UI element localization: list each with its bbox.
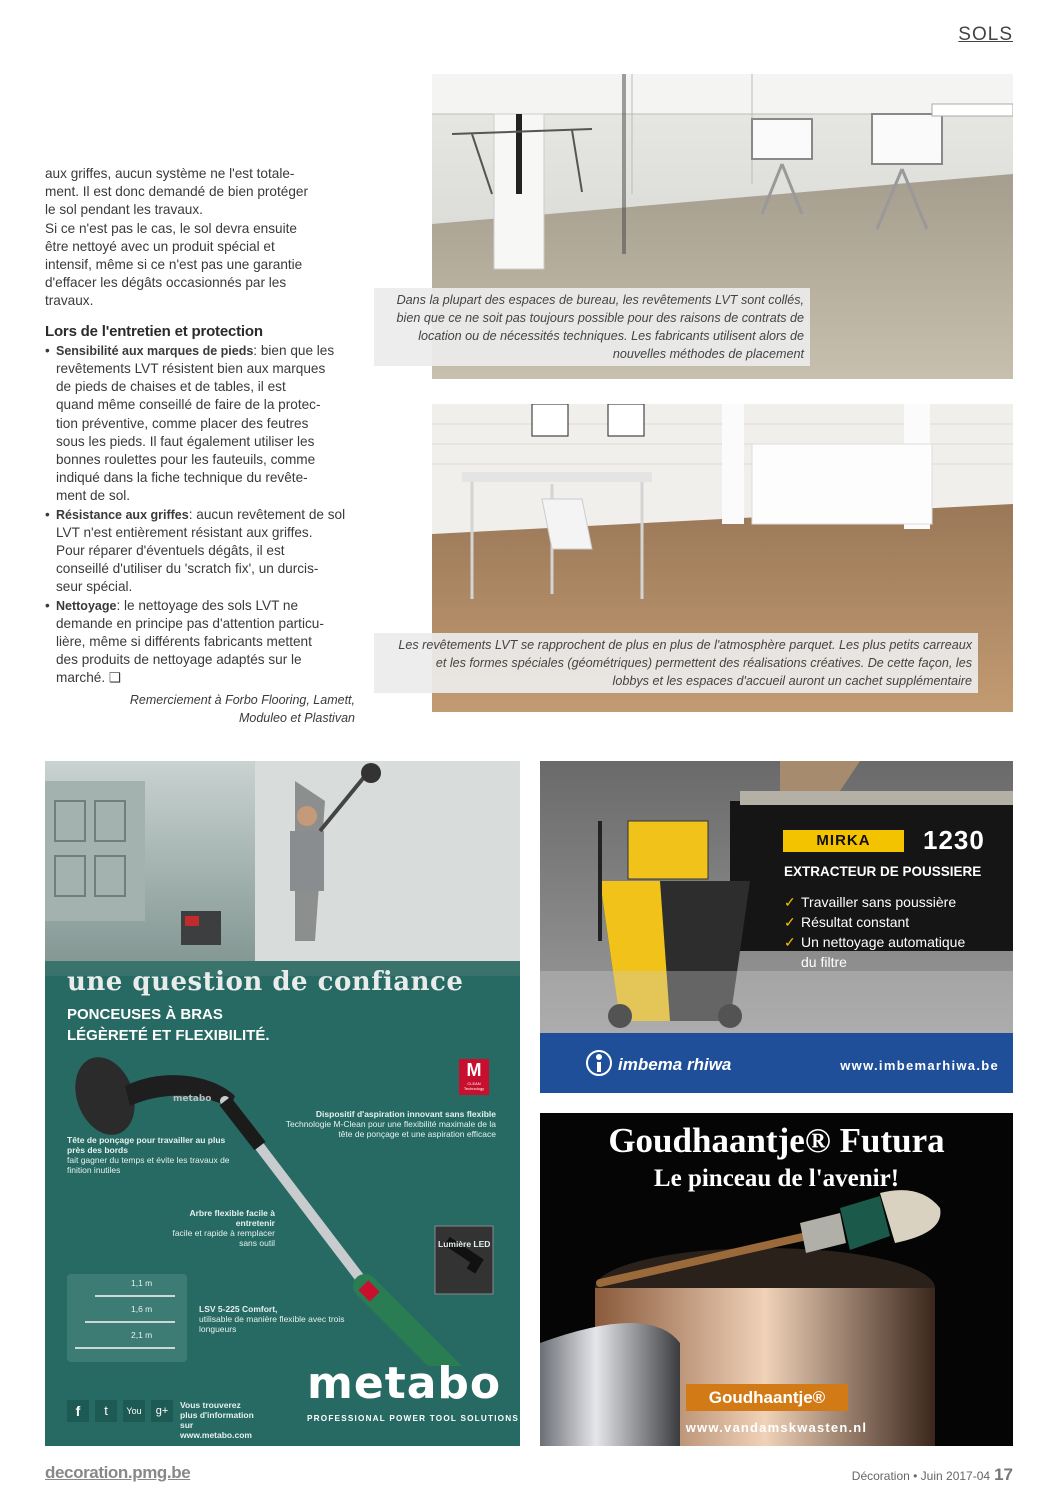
feature-text: du filtre <box>801 954 847 970</box>
bullet-term: Nettoyage <box>56 598 117 613</box>
check-icon: ✓ <box>784 934 796 950</box>
text-line: Moduleo et Plastivan <box>238 710 355 725</box>
credits <box>45 691 355 727</box>
list-item <box>45 506 355 597</box>
caption-line: bien que ce ne soit pas toujours possible pour des raisons de contrats de <box>396 311 804 325</box>
twitter-icon[interactable]: t <box>95 1400 117 1422</box>
parquet-caption <box>374 633 978 693</box>
mirka-features <box>784 892 965 972</box>
text-line: conseillé d'utiliser du 'scratch fix', un durcis- <box>56 561 319 577</box>
mirka-brand: MIRKA <box>783 830 904 852</box>
feature-aspiration <box>281 1109 496 1139</box>
caption-line: Les revêtements LVT se rapprochent de plus en plus de l'atmosphère parquet. Les plus petits carreaux <box>398 638 972 652</box>
googleplus-icon[interactable]: g+ <box>151 1400 173 1422</box>
feature-title: LSV 5-225 Comfort, <box>199 1304 278 1314</box>
feature-text: Un nettoyage automatique <box>801 934 966 950</box>
article-intro <box>45 165 355 311</box>
bullet-term: Résistance aux griffes <box>56 507 189 522</box>
length-label: 2,1 m <box>131 1330 153 1340</box>
bullet-icon: • <box>45 342 50 358</box>
headline-line: LÉGÈRETÉ ET FLEXIBILITÉ. <box>67 1027 270 1044</box>
text-line: seur spécial. <box>56 579 133 595</box>
text-line: le sol pendant les travaux. <box>45 202 203 218</box>
text-line: des produits de nettoyage adaptés sur le <box>56 652 302 668</box>
office-caption <box>374 288 810 366</box>
feature-text: fait gagner du temps et évite les travaux de finition inutiles <box>67 1155 230 1175</box>
text-line: : aucun revêtement de sol <box>188 506 346 522</box>
lengths-diagram <box>67 1274 187 1362</box>
text-line: intensif, même si ce n'est pas une garantie <box>45 257 303 273</box>
feature-text: Résultat constant <box>801 914 910 930</box>
bullet-icon: • <box>45 597 50 613</box>
article-column <box>45 165 355 727</box>
metabo-tagline: PROFESSIONAL POWER TOOL SOLUTIONS <box>307 1414 520 1423</box>
feature-edge <box>67 1135 237 1175</box>
text-line: Si ce n'est pas le cas, le sol devra ensuite <box>45 220 297 236</box>
text-line: travaux. <box>45 293 94 309</box>
text-line: sous les pieds. Il faut également utiliser les <box>56 433 315 449</box>
text-line: bonnes roulettes pour les fauteuils, comme <box>56 452 316 468</box>
text-line: demande en principe pas d'attention particu- <box>56 615 324 631</box>
bullet-term: Sensibilité aux marques de pieds <box>56 343 254 358</box>
mirka-footer-bar <box>540 1033 1013 1093</box>
list-item <box>45 342 355 506</box>
caption-line: lobbys et les espaces d'accueil auront un cachet supplémentaire <box>612 674 972 688</box>
feature-arm <box>165 1208 275 1248</box>
caption-line: nouvelles méthodes de placement <box>612 347 804 361</box>
metabo-slogan: une question de confiance <box>67 967 464 997</box>
svg-text:metabo: metabo <box>173 1094 212 1104</box>
list-item <box>784 912 965 932</box>
goudhaantje-title: Goudhaantje® Futura <box>608 1121 945 1160</box>
worker-photo <box>45 761 520 976</box>
length-label: 1,1 m <box>131 1278 153 1288</box>
page-number: 17 <box>994 1465 1013 1484</box>
goudhaantje-url[interactable]: www.vandamskwasten.nl <box>685 1420 868 1435</box>
feature-text: utilisable de manière flexible avec trois longueurs <box>199 1314 345 1334</box>
check-icon: ✓ <box>784 894 796 910</box>
goudhaantje-logo: Goudhaantje® <box>686 1384 848 1411</box>
text-line: d'effacer les dégâts occasionnés par les <box>45 275 287 291</box>
badge-sub: CLEAN Technology <box>463 1081 485 1091</box>
text-line: être nettoyé avec un produit spécial et <box>45 238 275 254</box>
feature-text: facile et rapide à remplacer sans outil <box>172 1228 275 1248</box>
list-item <box>784 952 965 972</box>
list-item <box>45 597 355 688</box>
text-line: revêtements LVT résistent bien aux marques <box>56 361 326 377</box>
mirka-model: 1230 <box>923 825 985 855</box>
text-line: LVT n'est entièrement résistant aux griffes. <box>56 524 313 540</box>
social-icons <box>67 1400 173 1422</box>
caption-line: Dans la plupart des espaces de bureau, les revêtements LVT sont collés, <box>396 293 804 307</box>
text-line: de pieds de chaises et de tables, il est <box>56 379 286 395</box>
issue-label: Décoration • Juin 2017-04 <box>851 1469 991 1483</box>
mirka-subtitle: EXTRACTEUR DE POUSSIERE <box>784 864 982 879</box>
feature-title: Tête de ponçage pour travailler au plus près des bords <box>67 1135 226 1155</box>
bullet-icon: • <box>45 506 50 522</box>
caption-line: et les formes spéciales (géométriques) permettent des réalisations créatives. De cette façon, les <box>435 656 972 670</box>
text-line: indiqué dans la fiche technique du revête- <box>56 470 308 486</box>
text-line: : bien que les <box>253 342 335 358</box>
imbema-logo: imbema rhiwa <box>618 1055 732 1074</box>
mirka-url[interactable]: www.imbemarhiwa.be <box>840 1058 999 1073</box>
list-item <box>784 932 965 952</box>
badge-letter: M <box>466 1060 482 1080</box>
metabo-headline <box>67 1004 270 1046</box>
length-label: 1,6 m <box>131 1304 153 1314</box>
facebook-icon[interactable]: f <box>67 1400 89 1422</box>
site-link[interactable]: decoration.pmg.be <box>45 1463 191 1482</box>
caption-line: location ou de nécessités techniques. Les fabricants utilisent alors de <box>418 329 804 343</box>
section-tag: SOLS <box>958 24 1013 45</box>
feature-text: Travailler sans poussière <box>801 894 957 910</box>
text-line: : le nettoyage des sols LVT ne <box>116 597 299 613</box>
feature-text: Technologie M-Clean pour une flexibilité maximale de la tête de ponçage et une aspiration efficace <box>285 1119 496 1139</box>
text-line: quand même conseillé de faire de la protec- <box>56 397 321 413</box>
mirka-ad[interactable] <box>540 761 1013 1093</box>
text-line: lière, même si différents fabricants mettent <box>56 634 312 650</box>
metabo-ad[interactable] <box>45 761 520 1446</box>
list-item <box>784 892 965 912</box>
feature-title: Dispositif d'aspiration innovant sans flexible <box>315 1109 496 1119</box>
goudhaantje-subtitle: Le pinceau de l'avenir! <box>653 1165 900 1192</box>
section-heading: Lors de l'entretien et protection <box>45 322 263 340</box>
text-line: tion préventive, comme placer des feutres <box>56 415 309 431</box>
youtube-icon[interactable]: You <box>123 1400 145 1422</box>
feature-model <box>199 1304 349 1334</box>
feature-title: Arbre flexible facile à entretenir <box>189 1208 275 1228</box>
check-icon: ✓ <box>784 914 796 930</box>
text-line: Remerciement à Forbo Flooring, Lamett, <box>129 692 355 707</box>
text-line: ment. Il est donc demandé de bien protéger <box>45 184 308 200</box>
imbema-logo-icon <box>586 1049 612 1077</box>
bullet-list <box>45 342 355 688</box>
text-line: marché. ❑ <box>56 670 122 686</box>
feature-led: Lumière LED <box>438 1239 491 1249</box>
text-line: Pour réparer d'éventuels dégâts, il est <box>56 543 285 559</box>
text-line: aux griffes, aucun système ne l'est totale- <box>45 166 295 181</box>
goudhaantje-ad[interactable] <box>540 1113 1013 1446</box>
social-text: Vous trouverez plus d'information sur www.metabo.com <box>180 1400 254 1440</box>
text-line: ment de sol. <box>56 488 131 504</box>
headline-line: PONCEUSES À BRAS <box>67 1006 223 1023</box>
metabo-logo: metabo <box>307 1358 502 1409</box>
lengths-box <box>67 1274 187 1362</box>
page-footer <box>852 1465 1013 1485</box>
